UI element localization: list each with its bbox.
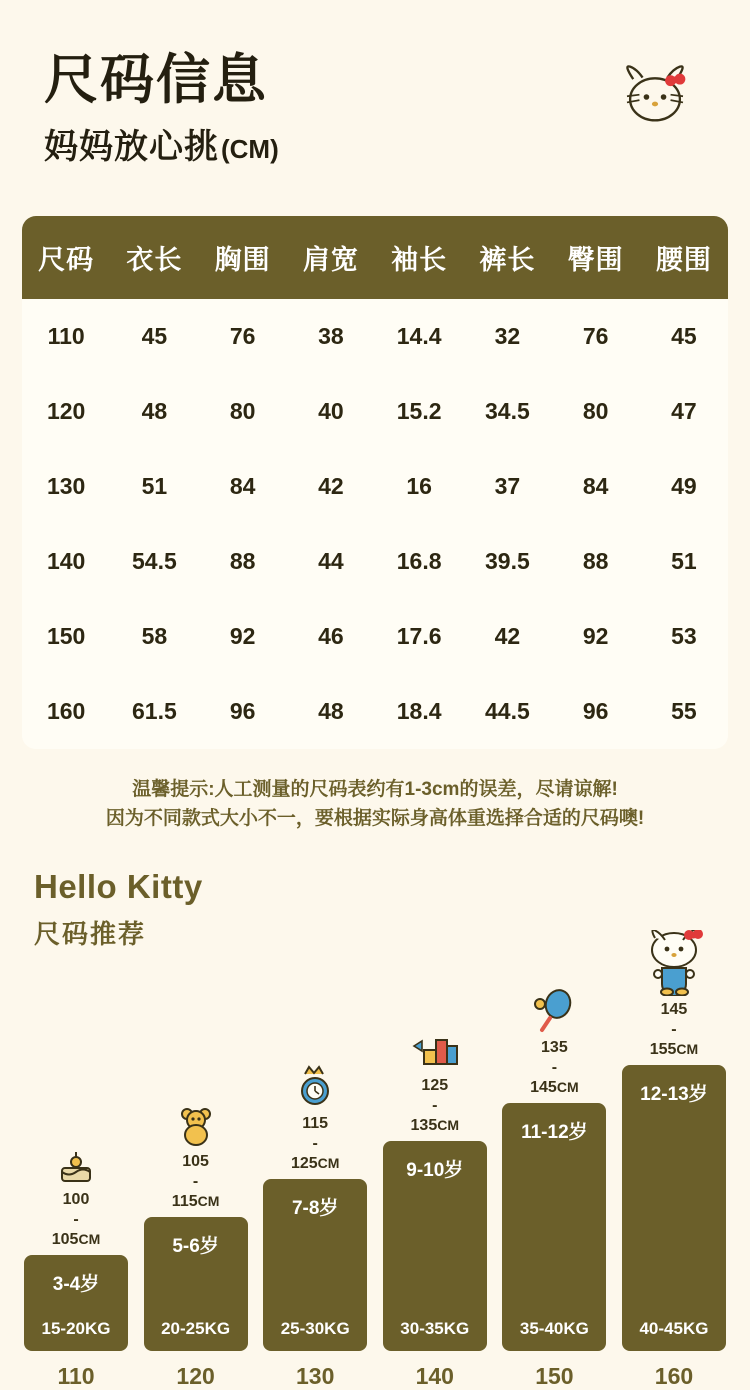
clock-icon (293, 1064, 337, 1110)
table-row (22, 374, 728, 449)
bar-140 (383, 1141, 487, 1351)
table-header-cell: 腰围 (640, 216, 728, 299)
page-header (0, 0, 750, 168)
age-label: 5-6岁 (172, 1235, 219, 1257)
page-subtitle-row (44, 119, 706, 168)
weight-label: 25-30KG (280, 1318, 350, 1338)
axis-label-130: 130 (296, 1362, 335, 1389)
axis-label-110: 110 (57, 1362, 95, 1389)
chart-column-110 (24, 1140, 128, 1351)
table-cell: 38 (287, 299, 375, 374)
height-range-label: 115 - 125CM (290, 1114, 340, 1172)
table-row (22, 674, 728, 749)
bar-110 (24, 1255, 128, 1351)
table-cell: 42 (287, 449, 375, 524)
bar-130 (263, 1179, 367, 1351)
table-cell: 76 (199, 299, 287, 374)
table-cell: 84 (199, 449, 287, 524)
weight-label: 30-35KG (400, 1318, 470, 1338)
table-header-cell: 胸围 (199, 216, 287, 299)
table-cell: 92 (199, 599, 287, 674)
table-cell: 92 (552, 599, 640, 674)
age-label: 12-13岁 (640, 1083, 708, 1105)
table-cell: 42 (463, 599, 551, 674)
table-cell: 15.2 (375, 374, 463, 449)
tips-line-2: 因为不同款式大小不一，要根据实际身高体重选择合适的尺码噢! (105, 808, 645, 830)
table-cell: 16.8 (375, 524, 463, 599)
table-row (22, 299, 728, 374)
axis-label-140: 140 (415, 1362, 454, 1389)
table-row (22, 524, 728, 599)
chart-column-150 (502, 988, 606, 1351)
table-cell: 58 (110, 599, 198, 674)
height-range-label: 145 - 155CM (649, 1000, 699, 1058)
measurement-tips (30, 775, 720, 834)
table-header-cell: 袖长 (375, 216, 463, 299)
table-cell: 76 (552, 299, 640, 374)
chart-column-160 (622, 930, 726, 1351)
table-cell: 48 (287, 674, 375, 749)
weight-label: 40-45KG (639, 1318, 709, 1338)
table-cell: 61.5 (110, 674, 198, 749)
table-cell: 45 (110, 299, 198, 374)
table-cell: 84 (552, 449, 640, 524)
size-table-container (22, 216, 728, 749)
age-label: 7-8岁 (291, 1197, 339, 1219)
height-range-label: 135 - 145CM (530, 1038, 579, 1096)
table-cell: 18.4 (375, 674, 463, 749)
table-cell: 53 (640, 599, 728, 674)
table-row (22, 449, 728, 524)
table-cell: 80 (552, 374, 640, 449)
age-label: 9-10岁 (406, 1159, 464, 1181)
height-range-label: 125 - 135CM (410, 1076, 460, 1134)
table-cell: 37 (463, 449, 551, 524)
axis-label-150: 150 (535, 1362, 574, 1389)
table-cell: 14.4 (375, 299, 463, 374)
table-cell: 150 (22, 599, 110, 674)
weight-label: 35-40KG (519, 1318, 589, 1338)
table-cell: 47 (640, 374, 728, 449)
table-cell: 34.5 (463, 374, 551, 449)
chart-column-130 (263, 1064, 367, 1351)
unit-label: (CM) (221, 133, 279, 164)
table-cell: 110 (22, 299, 110, 374)
table-cell: 96 (199, 674, 287, 749)
table-cell: 32 (463, 299, 551, 374)
chart-column-120 (144, 1102, 248, 1351)
table-cell: 120 (22, 374, 110, 449)
table-cell: 49 (640, 449, 728, 524)
table-row (22, 599, 728, 674)
recommend-title-en: Hello Kitty (34, 867, 203, 905)
chart-axis-labels (24, 1363, 726, 1390)
weight-label: 15-20KG (41, 1318, 111, 1338)
height-range-label: 100 - 105CM (51, 1190, 101, 1248)
table-cell: 55 (640, 674, 728, 749)
table-cell: 88 (552, 524, 640, 599)
table-cell: 44.5 (463, 674, 551, 749)
tennis-icon (530, 988, 578, 1034)
table-header-cell: 衣长 (110, 216, 198, 299)
age-label: 3-4岁 (52, 1273, 100, 1295)
table-cell: 46 (287, 599, 375, 674)
weight-label: 20-25KG (161, 1318, 231, 1338)
blocks-icon (410, 1026, 460, 1072)
table-header-cell: 尺码 (22, 216, 110, 299)
cake-icon (55, 1140, 97, 1186)
table-cell: 39.5 (463, 524, 551, 599)
chart-column-140 (383, 1026, 487, 1351)
table-cell: 160 (22, 674, 110, 749)
table-header-cell: 肩宽 (287, 216, 375, 299)
table-cell: 16 (375, 449, 463, 524)
page-subtitle: 妈妈放心挑 (44, 127, 219, 166)
axis-label-120: 120 (176, 1362, 215, 1389)
page-title: 尺码信息 (44, 50, 268, 110)
table-header-row (22, 216, 728, 299)
table-cell: 44 (287, 524, 375, 599)
bar-150 (502, 1103, 606, 1351)
table-cell: 96 (552, 674, 640, 749)
table-cell: 51 (640, 524, 728, 599)
bear-icon (175, 1102, 217, 1148)
table-cell: 17.6 (375, 599, 463, 674)
table-cell: 45 (640, 299, 728, 374)
size-recommend-chart (24, 951, 726, 1351)
bar-120 (144, 1217, 248, 1351)
table-cell: 51 (110, 449, 198, 524)
size-table (22, 216, 728, 749)
axis-label-160: 160 (654, 1362, 694, 1389)
table-cell: 54.5 (110, 524, 198, 599)
age-label: 11-12岁 (521, 1121, 588, 1143)
table-cell: 140 (22, 524, 110, 599)
table-cell: 40 (287, 374, 375, 449)
table-header-cell: 臀围 (552, 216, 640, 299)
height-range-label: 105 - 115CM (171, 1152, 220, 1210)
table-cell: 48 (110, 374, 198, 449)
recommend-title-cn: 尺码推荐 (34, 918, 147, 949)
bar-160 (622, 1065, 726, 1351)
table-cell: 130 (22, 449, 110, 524)
tips-line-1: 温馨提示:人工测量的尺码表约有1-3cm的误差，尽请谅解! (132, 778, 618, 800)
table-cell: 80 (199, 374, 287, 449)
hello-kitty-full-icon (639, 930, 709, 996)
hello-kitty-head-icon (616, 62, 694, 132)
table-header-cell: 裤长 (463, 216, 551, 299)
table-cell: 88 (199, 524, 287, 599)
